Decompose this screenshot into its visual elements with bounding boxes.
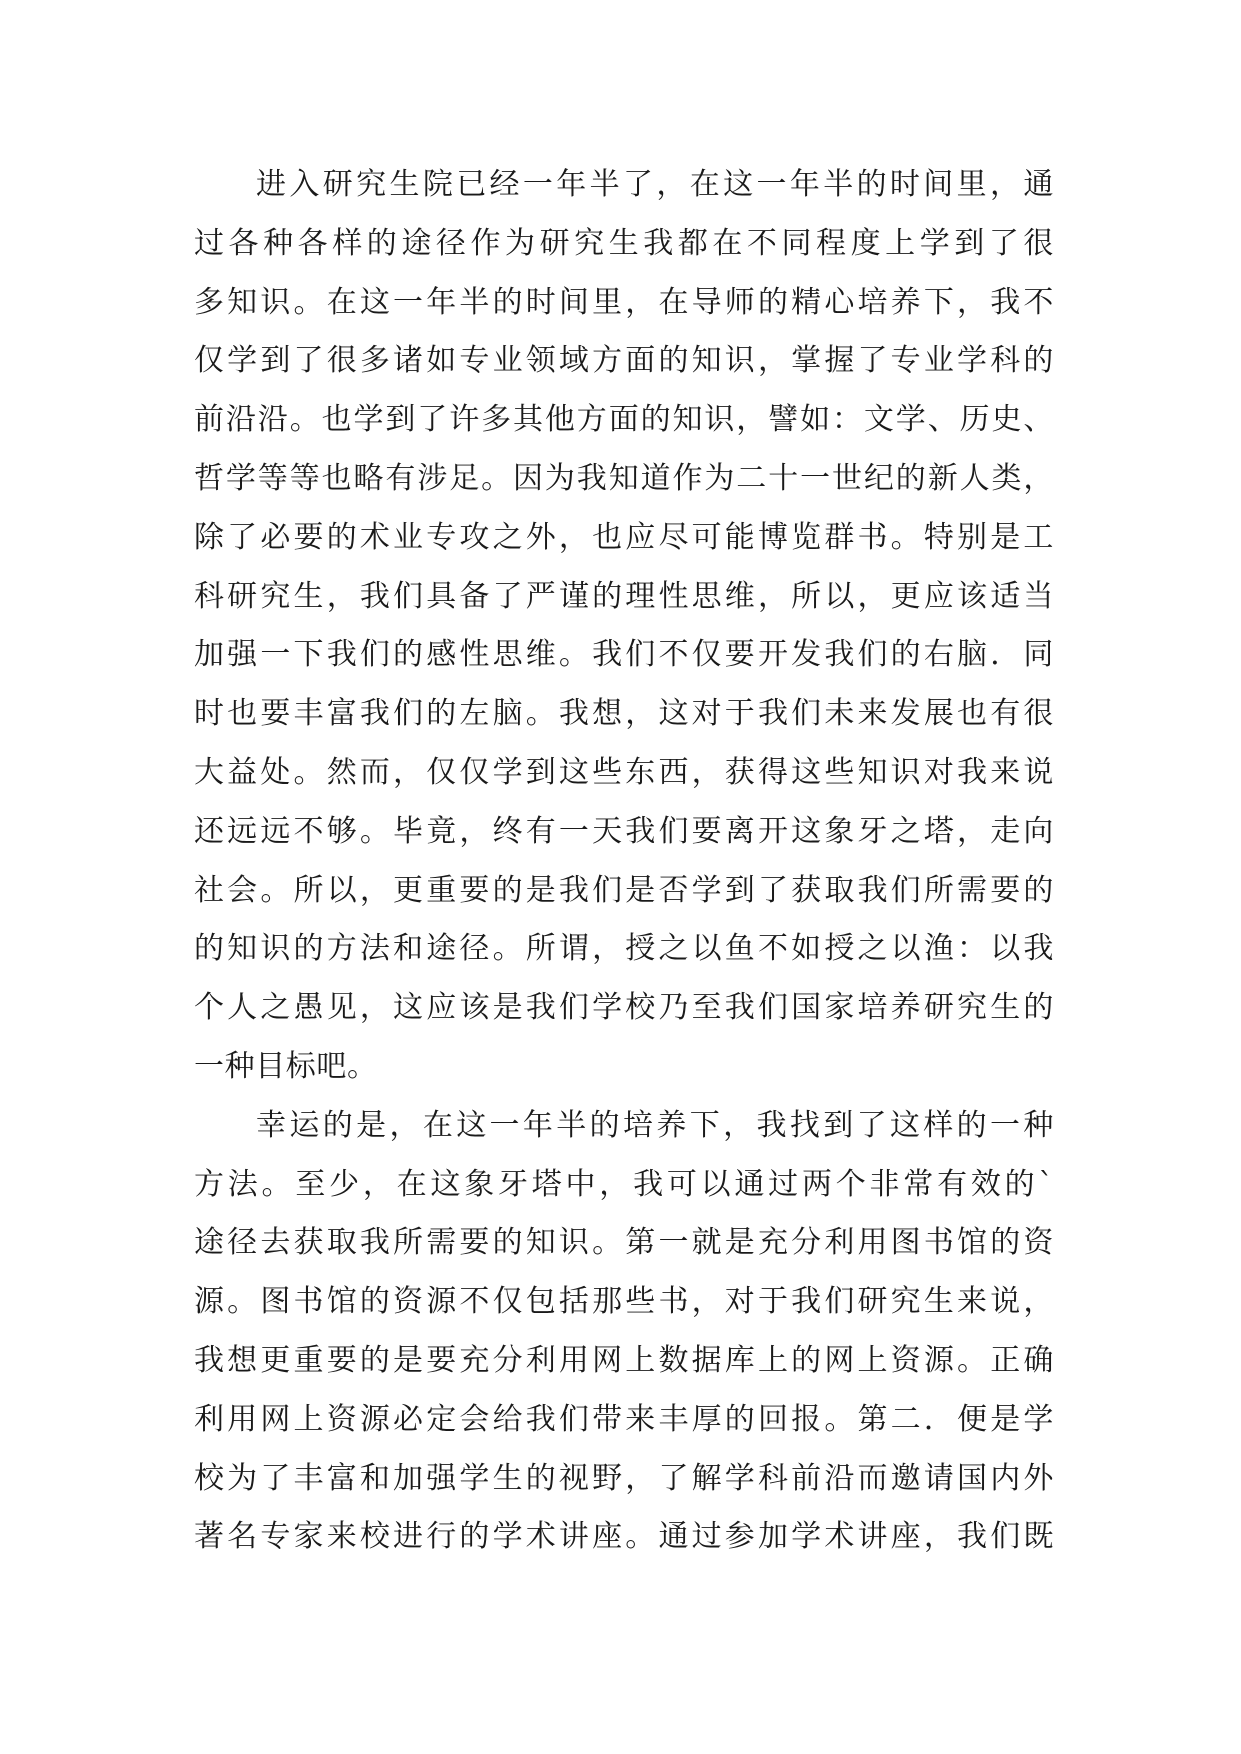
text-line: 一种目标吧。 <box>194 1048 378 1084</box>
text-line: 的知识的方法和途径。所谓，授之以鱼不如授之以渔：以我 <box>194 931 1054 967</box>
text-line: 社会。所以，更重要的是我们是否学到了获取我们所需要的 <box>194 872 1054 908</box>
text-line: 还远远不够。毕竟，终有一天我们要离开这象牙之塔，走向 <box>194 813 1054 849</box>
text-line: 多知识。在这一年半的时间里，在导师的精心培养下，我不 <box>194 284 1054 320</box>
text-line: 仅学到了很多诸如专业领域方面的知识，掌握了专业学科的 <box>194 343 1054 379</box>
text-line: 源。图书馆的资源不仅包括那些书，对于我们研究生来说， <box>194 1284 1054 1320</box>
text-line: 方法。至少，在这象牙塔中，我可以通过两个非常有效的` <box>194 1166 1054 1202</box>
text-line: 校为了丰富和加强学生的视野，了解学科前沿而邀请国内外 <box>194 1460 1054 1496</box>
text-line: 过各种各样的途径作为研究生我都在不同程度上学到了很 <box>194 225 1054 261</box>
text-line: 科研究生，我们具备了严谨的理性思维，所以，更应该适当 <box>194 578 1054 614</box>
text-line: 时也要丰富我们的左脑。我想，这对于我们未来发展也有很 <box>194 696 1054 732</box>
text-line: 途径去获取我所需要的知识。第一就是充分利用图书馆的资 <box>194 1225 1054 1261</box>
text-line: 我想更重要的是要充分利用网上数据库上的网上资源。正确 <box>194 1342 1054 1378</box>
text-line: 哲学等等也略有涉足。因为我知道作为二十一世纪的新人类， <box>194 460 1054 496</box>
paragraph-1 <box>194 156 1054 1097</box>
text-line: 加强一下我们的感性思维。我们不仅要开发我们的右脑．同 <box>194 637 1054 673</box>
text-body <box>194 156 1054 1567</box>
text-line: 大益处。然而，仅仅学到这些东西，获得这些知识对我来说 <box>194 754 1054 790</box>
text-line: 前沿沿。也学到了许多其他方面的知识，譬如：文学、历史、 <box>194 402 1054 438</box>
text-line: 进入研究生院已经一年半了，在这一年半的时间里，通 <box>256 167 1054 202</box>
text-line: 著名专家来校进行的学术讲座。通过参加学术讲座，我们既 <box>194 1519 1054 1555</box>
text-line: 利用网上资源必定会给我们带来丰厚的回报。第二．便是学 <box>194 1401 1054 1437</box>
paragraph-2 <box>194 1097 1054 1567</box>
text-line: 除了必要的术业专攻之外，也应尽可能博览群书。特别是工 <box>194 519 1054 555</box>
text-line: 个人之愚见，这应该是我们学校乃至我们国家培养研究生的 <box>194 990 1054 1026</box>
text-line: 幸运的是，在这一年半的培养下，我找到了这样的一种 <box>256 1107 1054 1143</box>
